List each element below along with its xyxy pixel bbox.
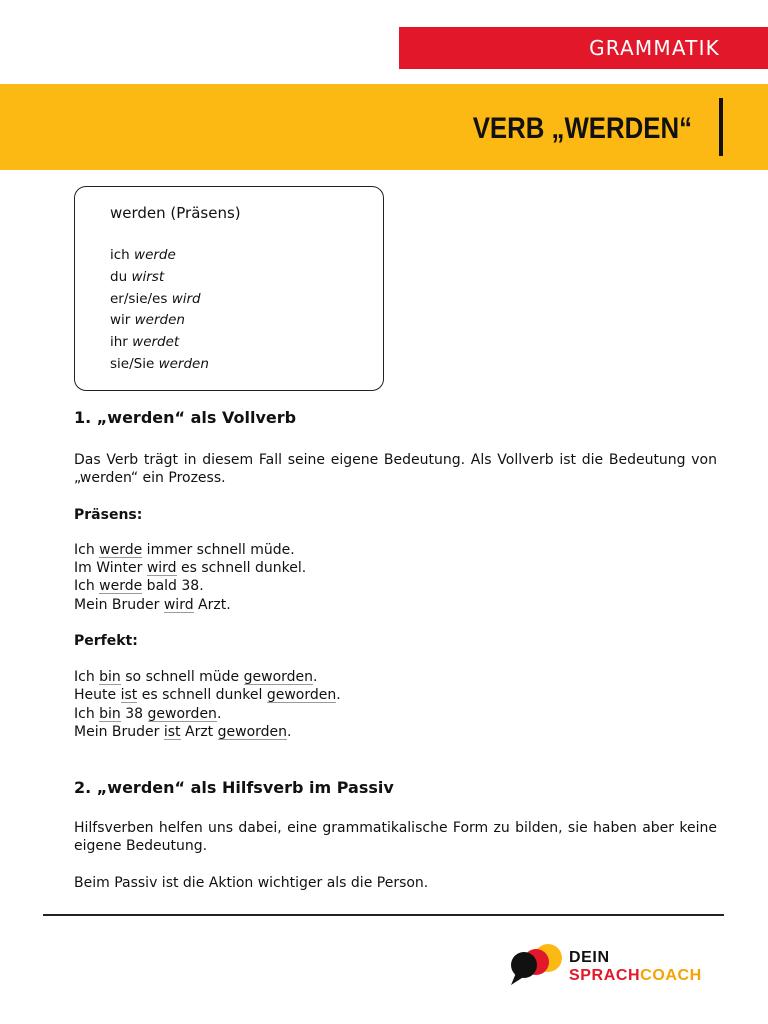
example-sentence: Ich bin so schnell müde geworden. bbox=[74, 669, 318, 685]
conjugation-box bbox=[74, 186, 384, 391]
brand-name-line1: DEIN bbox=[569, 949, 610, 966]
section-heading-vollverb: 1. „werden“ als Vollverb bbox=[74, 408, 297, 427]
category-tag-label: GRAMMATIK bbox=[589, 36, 720, 60]
underlined-verb: geworden bbox=[266, 687, 337, 703]
underlined-verb: geworden bbox=[243, 669, 314, 685]
underlined-verb: ist bbox=[163, 724, 181, 740]
underlined-verb: geworden bbox=[217, 724, 288, 740]
title-divider bbox=[719, 98, 723, 156]
brand-name-line2: SPRACHCOACH bbox=[569, 967, 702, 984]
section-intro-vollverb: Das Verb trägt in diesem Fall seine eigene Bedeutung. Als Vollverb ist die Bedeutung von „werden“ ein Prozess. bbox=[74, 452, 717, 487]
conjugation-list bbox=[110, 245, 209, 376]
pronoun: er/sie/es bbox=[110, 290, 168, 307]
verb-form: werden bbox=[158, 355, 209, 372]
title-band bbox=[0, 84, 768, 170]
brand-logo bbox=[569, 949, 702, 985]
perfekt-label: Perfekt: bbox=[74, 633, 138, 649]
conjugation-row bbox=[110, 267, 209, 289]
example-sentence: Heute ist es schnell dunkel geworden. bbox=[74, 687, 341, 703]
verb-form: werdet bbox=[132, 334, 180, 351]
conjugation-row bbox=[110, 245, 209, 267]
passiv-note: Beim Passiv ist die Aktion wichtiger als die Person. bbox=[74, 875, 429, 891]
page-title: VERB „WERDEN“ bbox=[472, 112, 692, 145]
conjugation-row bbox=[110, 310, 209, 332]
category-tag bbox=[399, 27, 768, 69]
underlined-verb: geworden bbox=[147, 706, 217, 722]
pronoun: wir bbox=[110, 312, 131, 329]
conjugation-row bbox=[110, 289, 209, 311]
section-text-hilfsverb: Hilfsverben helfen uns dabei, eine grammatikalische Form zu bilden, sie haben aber keine eigene Bedeutung. bbox=[74, 820, 717, 855]
praesens-label: Präsens: bbox=[74, 507, 143, 523]
underlined-verb: werde bbox=[99, 542, 143, 558]
pronoun: ich bbox=[110, 247, 130, 263]
underlined-verb: bin bbox=[99, 669, 121, 685]
pronoun: sie/Sie bbox=[110, 355, 155, 372]
example-sentence: Im Winter wird es schnell dunkel. bbox=[74, 560, 307, 576]
footer-divider bbox=[43, 914, 724, 916]
underlined-verb: wird bbox=[146, 560, 177, 576]
example-sentence: Mein Bruder ist Arzt geworden. bbox=[74, 724, 292, 740]
example-sentence: Ich bin 38 geworden. bbox=[74, 706, 222, 722]
underlined-verb: werde bbox=[99, 578, 143, 594]
example-sentence: Ich werde immer schnell müde. bbox=[74, 542, 295, 558]
underlined-verb: ist bbox=[120, 687, 138, 703]
verb-form: wirst bbox=[131, 268, 165, 285]
verb-form: werde bbox=[134, 247, 176, 263]
conjugation-row bbox=[110, 332, 209, 354]
speech-bubbles-logo-icon bbox=[508, 940, 564, 988]
conjugation-title: werden (Präsens) bbox=[110, 204, 241, 222]
underlined-verb: bin bbox=[99, 706, 121, 722]
underlined-verb: wird bbox=[163, 597, 194, 613]
example-sentence: Mein Bruder wird Arzt. bbox=[74, 597, 231, 613]
verb-form: werden bbox=[134, 312, 185, 329]
section-heading-hilfsverb: 2. „werden“ als Hilfsverb im Passiv bbox=[74, 778, 394, 797]
pronoun: ihr bbox=[110, 334, 128, 351]
verb-form: wird bbox=[171, 290, 201, 307]
conjugation-row bbox=[110, 354, 209, 376]
pronoun: du bbox=[110, 268, 128, 285]
example-sentence: Ich werde bald 38. bbox=[74, 578, 204, 594]
